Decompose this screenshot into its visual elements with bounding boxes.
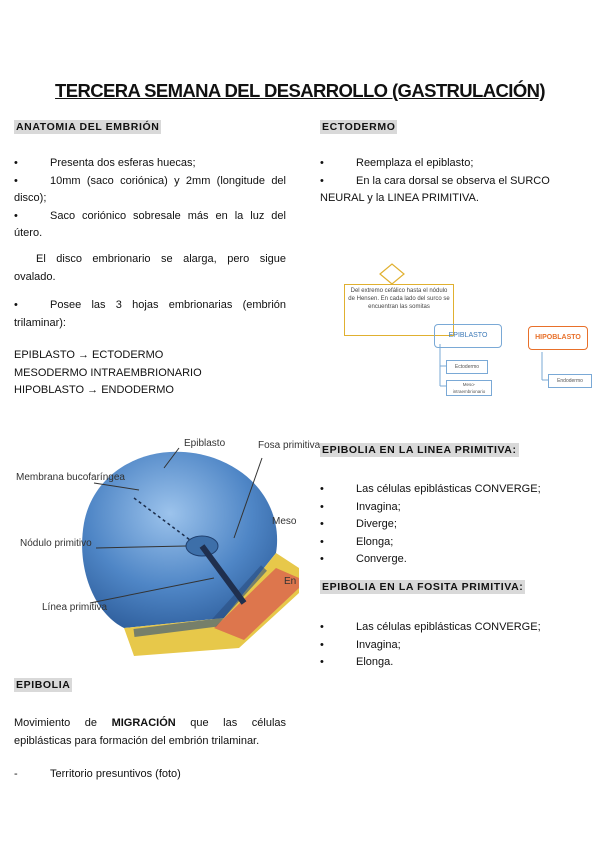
- hojas-bullet: • Posee las 3 hojas embrionarias (embrión trilaminar):: [14, 299, 286, 329]
- list-item: • Diverge;: [320, 518, 397, 530]
- embryo-figure: [14, 428, 321, 660]
- list-item: • Las células epiblásticas CONVERGE;: [320, 621, 541, 633]
- list-item: EPIBLASTO → ECTODERMO: [14, 349, 164, 361]
- territorio-item: - Territorio presuntivos (foto): [14, 768, 181, 780]
- layer-list: [14, 347, 286, 400]
- ectodermo-node: Ectodermo: [446, 360, 488, 374]
- section-heading-ectodermo: ECTODERMO: [322, 121, 396, 133]
- section-heading-anatomia: ANATOMIA DEL EMBRIÓN: [16, 121, 160, 133]
- section-heading-linea: EPIBOLIA EN LA LINEA PRIMITIVA:: [322, 444, 517, 456]
- hipoblasto-node: HIPOBLASTO: [528, 326, 588, 350]
- label-epiblasto: Epiblasto: [184, 438, 226, 449]
- ectodermo-bullet-list: [320, 155, 595, 208]
- list-item: • 10mm (saco coriónica) y 2mm (longitude del disco);: [14, 174, 286, 204]
- callout-box: Del extremo cefálico hasta el nódulo de Hensen. En cada lado del surco se encuentran las somitas: [344, 284, 454, 336]
- list-item: MESODERMO INTRAEMBRIONARIO: [14, 366, 202, 379]
- callout-arrow: [380, 264, 404, 284]
- concept-map: [340, 260, 595, 400]
- section-heading-epibolia: EPIBOLIA: [16, 679, 71, 691]
- list-item: • Invagina;: [320, 500, 401, 513]
- label-fosa: Fosa primitiva: [258, 440, 321, 451]
- label-membrana: Membrana bucofaríngea: [16, 472, 125, 483]
- meso-node: Meso- intraembrionario: [446, 380, 492, 396]
- anatomia-bullet-list: [14, 155, 286, 243]
- label-en: En: [284, 576, 297, 587]
- list-item: HIPOBLASTO → ENDODERMO: [14, 384, 174, 396]
- label-linea: Línea primitiva: [42, 602, 108, 613]
- epiblasto-node: EPIBLASTO: [434, 324, 502, 348]
- endodermo-node: Endodermo: [548, 374, 592, 388]
- epibolia-paragraph: Movimiento de MIGRACIÓN que las células epiblásticas para formación del embrión trilaminar.: [14, 717, 287, 747]
- page-title: TERCERA SEMANA DEL DESARROLLO (GASTRULACIÓN): [55, 80, 545, 101]
- list-item: • Reemplaza el epiblasto;: [320, 157, 474, 169]
- list-item: • Las células epiblásticas CONVERGE;: [320, 483, 541, 495]
- section-heading-fosita: EPIBOLIA EN LA FOSITA PRIMITIVA:: [322, 581, 524, 593]
- list-item: • Elonga.: [320, 656, 394, 668]
- list-item: • Saco coriónico sobresale más en la luz del útero.: [14, 209, 286, 239]
- list-item: • Presenta dos esferas huecas;: [14, 157, 196, 169]
- disco-paragraph: El disco embrionario se alarga, pero sigue ovalado.: [14, 253, 286, 283]
- list-item: • Invagina;: [320, 638, 401, 651]
- fosita-list: [320, 619, 595, 672]
- linea-list: [320, 481, 595, 569]
- label-nodulo: Nódulo primitivo: [20, 538, 92, 549]
- list-item: • Elonga;: [320, 535, 394, 548]
- list-item: • Converge.: [320, 553, 407, 565]
- label-meso: Meso: [272, 516, 297, 527]
- list-item: • En la cara dorsal se observa el SURCO NEURAL y la LINEA PRIMITIVA.: [320, 174, 550, 204]
